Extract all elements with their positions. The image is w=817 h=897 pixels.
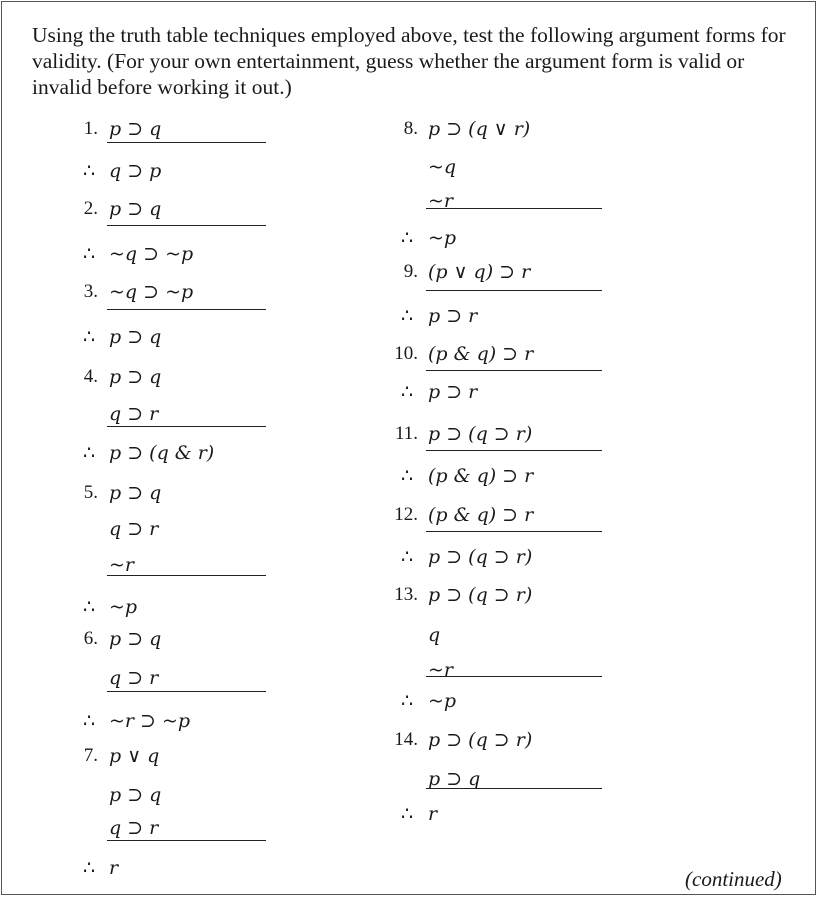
problem-5-premise: q ⊃ r (109, 518, 159, 540)
problem-12-number: 12. (394, 504, 418, 525)
problem-13-premise: q (428, 624, 441, 646)
therefore-symbol: ∴ (83, 596, 96, 618)
problem-14-premise: p ⊃ q (428, 768, 481, 790)
problem-8-number: 8. (403, 118, 418, 139)
problem-13-premise: p ⊃ (q ⊃ r) (428, 584, 533, 606)
problem-3-premise: ~q ⊃ ~p (109, 281, 194, 303)
problem-11-conclusion: (p & q) ⊃ r (428, 465, 534, 487)
problem-6-conclusion: ~r ⊃ ~p (109, 710, 191, 732)
problem-13-number: 13. (394, 584, 418, 605)
problem-4-number: 4. (83, 366, 98, 387)
problem-11-conclusion-rule (426, 450, 602, 451)
problem-11-premise: p ⊃ (q ⊃ r) (428, 423, 533, 445)
problem-6-premise: q ⊃ r (109, 667, 159, 689)
problem-14-conclusion-rule (426, 788, 602, 789)
problem-10-number: 10. (394, 343, 418, 364)
problem-10-conclusion-rule (426, 370, 602, 371)
problem-6-premise: p ⊃ q (109, 628, 162, 650)
problem-8-premise: ~q (428, 156, 457, 178)
problem-5-premise: p ⊃ q (109, 482, 162, 504)
continued-note: (continued) (685, 867, 782, 891)
problem-12-conclusion-rule (426, 531, 602, 532)
exercise-page (1, 1, 816, 895)
therefore-symbol: ∴ (401, 546, 414, 568)
problem-14-number: 14. (394, 729, 418, 750)
problem-2-conclusion: ~q ⊃ ~p (109, 243, 194, 265)
therefore-symbol: ∴ (401, 227, 414, 249)
problem-4-premise: q ⊃ r (109, 403, 159, 425)
problem-11-number: 11. (394, 423, 418, 444)
therefore-symbol: ∴ (401, 465, 414, 487)
problem-12-conclusion: p ⊃ (q ⊃ r) (428, 546, 533, 568)
problem-8-conclusion: ~p (428, 227, 457, 249)
problem-9-premise: (p ∨ q) ⊃ r (428, 261, 531, 283)
problem-5-number: 5. (83, 482, 98, 503)
problem-14-premise: p ⊃ (q ⊃ r) (428, 729, 533, 751)
problem-10-conclusion: p ⊃ r (428, 381, 478, 403)
problem-1-conclusion-rule (107, 142, 266, 143)
problem-4-premise: p ⊃ q (109, 366, 162, 388)
therefore-symbol: ∴ (83, 710, 96, 732)
problem-2-conclusion-rule (107, 225, 266, 226)
problem-6-conclusion-rule (107, 691, 266, 692)
therefore-symbol: ∴ (401, 690, 414, 712)
problem-8-premise: ~r (428, 190, 454, 212)
problem-2-premise: p ⊃ q (109, 198, 162, 220)
problem-10-premise: (p & q) ⊃ r (428, 343, 534, 365)
problem-13-conclusion-rule (426, 676, 602, 677)
therefore-symbol: ∴ (83, 326, 96, 348)
problem-4-conclusion-rule (107, 426, 266, 427)
problem-5-conclusion-rule (107, 575, 266, 576)
therefore-symbol: ∴ (83, 442, 96, 464)
problem-1-premise: p ⊃ q (109, 118, 162, 140)
problem-14-conclusion: r (428, 803, 438, 825)
problem-8-premise: p ⊃ (q ∨ r) (428, 118, 531, 140)
problem-6-number: 6. (83, 628, 98, 649)
problem-9-number: 9. (403, 261, 418, 282)
problem-9-conclusion-rule (426, 290, 602, 291)
therefore-symbol: ∴ (83, 160, 96, 182)
problem-5-premise: ~r (109, 554, 135, 576)
problem-7-conclusion: r (109, 857, 119, 879)
problem-3-number: 3. (83, 281, 98, 302)
problem-12-premise: (p & q) ⊃ r (428, 504, 534, 526)
problem-7-number: 7. (83, 745, 98, 766)
therefore-symbol: ∴ (83, 857, 96, 879)
problem-1-number: 1. (83, 118, 98, 139)
problem-13-conclusion: ~p (428, 690, 457, 712)
problem-9-conclusion: p ⊃ r (428, 305, 478, 327)
problem-7-premise: q ⊃ r (109, 817, 159, 839)
problem-8-conclusion-rule (426, 208, 602, 209)
therefore-symbol: ∴ (401, 381, 414, 403)
therefore-symbol: ∴ (401, 305, 414, 327)
problem-13-premise: ~r (428, 659, 454, 681)
problem-4-conclusion: p ⊃ (q & r) (109, 442, 215, 464)
problem-5-conclusion: ~p (109, 596, 138, 618)
problem-3-conclusion-rule (107, 309, 266, 310)
problem-7-premise: p ⊃ q (109, 784, 162, 806)
problem-3-conclusion: p ⊃ q (109, 326, 162, 348)
instructions-paragraph: Using the truth table techniques employed above, test the following argument forms for validity. (For your own entertainment, guess whether the argument form is valid or invalid before working it out.) (32, 23, 786, 99)
problem-7-premise: p ∨ q (109, 745, 160, 767)
therefore-symbol: ∴ (83, 243, 96, 265)
problem-1-conclusion: q ⊃ p (109, 160, 162, 182)
problem-7-conclusion-rule (107, 840, 266, 841)
problem-2-number: 2. (83, 198, 98, 219)
therefore-symbol: ∴ (401, 803, 414, 825)
